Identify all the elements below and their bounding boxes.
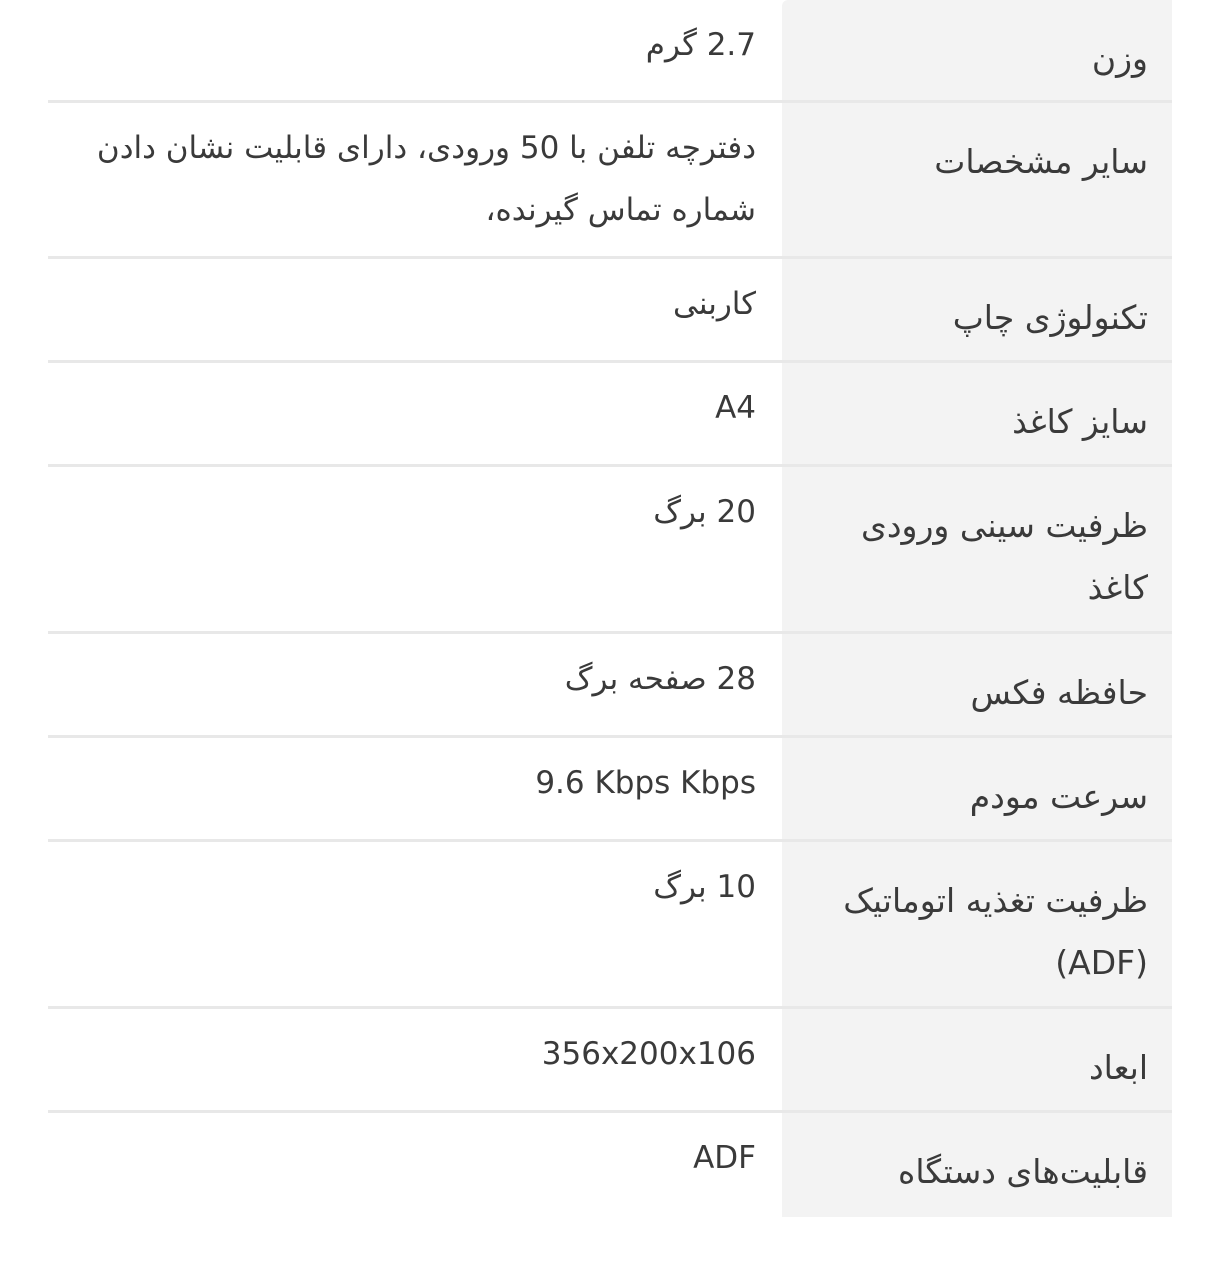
- spec-value: 2.7 گرم: [645, 27, 756, 63]
- specifications-table: [48, 0, 1172, 1217]
- spec-label: ظرفیت سینی ورودی کاغذ: [782, 467, 1172, 631]
- spec-value: ADF: [693, 1140, 756, 1176]
- spec-label: قابلیت‌های دستگاه: [782, 1113, 1172, 1217]
- spec-row-other-specs: [48, 103, 1172, 259]
- spec-value: 9.6 Kbps Kbps: [535, 765, 756, 801]
- spec-value: 356x200x106: [541, 1036, 756, 1072]
- spec-label: سایر مشخصات: [782, 103, 1172, 256]
- spec-label: وزن: [782, 0, 1172, 100]
- spec-label: ابعاد: [782, 1009, 1172, 1110]
- spec-value: کاربنی: [673, 286, 756, 322]
- spec-value: 10 برگ: [653, 869, 756, 905]
- spec-value: 28 صفحه برگ: [564, 661, 756, 697]
- spec-row-dimensions: [48, 1009, 1172, 1113]
- spec-row-device-features: [48, 1113, 1172, 1217]
- spec-row-adf-capacity: [48, 842, 1172, 1009]
- spec-label: سایز کاغذ: [782, 363, 1172, 464]
- spec-label: تکنولوژی چاپ: [782, 259, 1172, 360]
- spec-value: دفترچه تلفن با 50 ورودی، دارای قابلیت نشان دادن شماره تماس گیرنده،: [96, 130, 756, 228]
- spec-label: ظرفیت تغذیه اتوماتیک (ADF): [782, 842, 1172, 1006]
- spec-row-modem-speed: [48, 738, 1172, 842]
- spec-row-weight: [48, 0, 1172, 103]
- spec-label: حافظه فکس: [782, 634, 1172, 735]
- spec-row-input-tray-capacity: [48, 467, 1172, 634]
- spec-row-paper-size: [48, 363, 1172, 467]
- spec-label: سرعت مودم: [782, 738, 1172, 839]
- spec-value: A4: [715, 390, 756, 426]
- spec-row-fax-memory: [48, 634, 1172, 738]
- spec-value: 20 برگ: [653, 494, 756, 530]
- spec-row-print-technology: [48, 259, 1172, 363]
